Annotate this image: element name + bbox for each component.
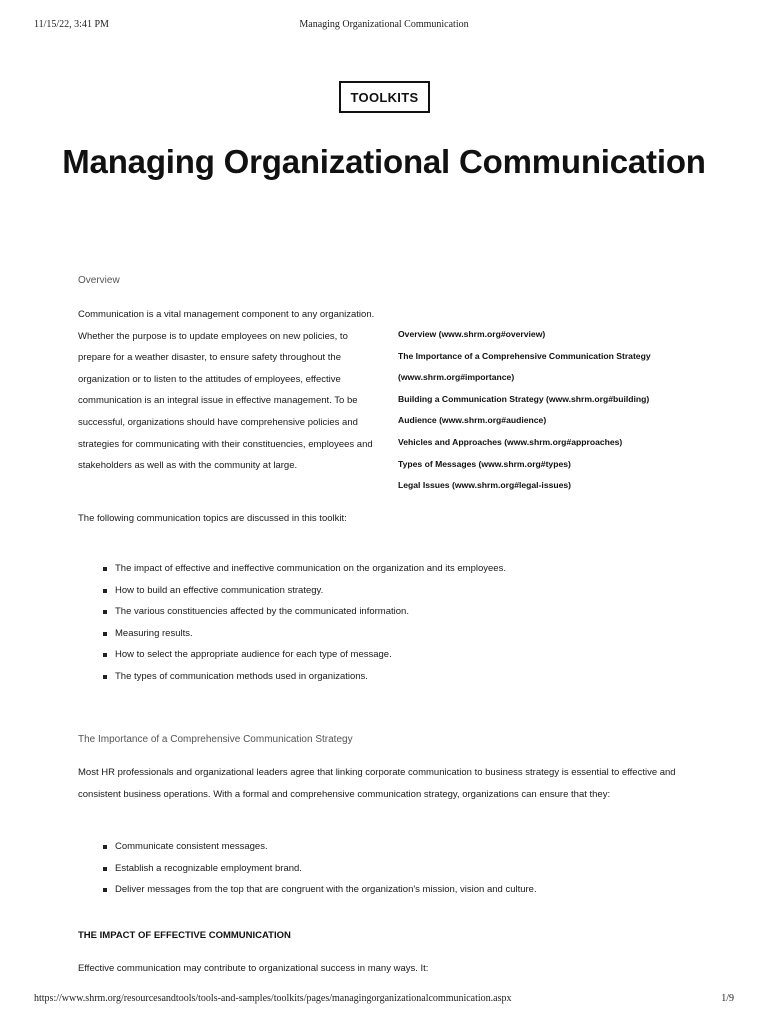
list-item-text: The various constituencies affected by the communicated information. <box>115 606 409 618</box>
toc-link-audience[interactable]: Audience (www.shrm.org#audience) <box>398 415 547 426</box>
list-item <box>78 644 698 666</box>
importance-paragraph: Most HR professionals and organizational leaders agree that linking corporate communication to business strategy is essential to effective and consistent business operations. With a formal and comprehensive communication strategy, organizations can ensure that they: <box>78 767 676 800</box>
print-footer-url: https://www.shrm.org/resourcesandtools/tools-and-samples/toolkits/pages/managingorganizationalcommunication.aspx <box>34 993 512 1004</box>
toolkits-badge[interactable]: TOOLKITS <box>339 81 430 113</box>
list-item <box>78 858 698 880</box>
list-item <box>78 836 698 858</box>
importance-list <box>78 836 698 901</box>
toc-link-importance-url[interactable]: (www.shrm.org#importance) <box>398 372 515 383</box>
bullet-icon <box>103 567 107 571</box>
bullet-icon <box>103 632 107 636</box>
overview-paragraph: Communication is a vital management component to any organization. Whether the purpose is to update employees on new policies, to prepare for a weather disaster, to ensure safety throughout the organization or to listen to the attitudes of employees, effective communication is an integral issue in effective management. To be successful, organizations should have comprehensive policies and strategies for communicating with their constituencies, employees and stakeholders as well as with the community at large. <box>78 309 375 472</box>
toc-link-overview[interactable]: Overview (www.shrm.org#overview) <box>398 329 546 339</box>
impact-heading: THE IMPACT OF EFFECTIVE COMMUNICATION <box>78 930 291 941</box>
list-item-text: The impact of effective and ineffective communication on the organization and its employees. <box>115 563 506 574</box>
list-item <box>78 558 698 580</box>
list-item-text: The types of communication methods used in organizations. <box>115 670 368 682</box>
bullet-icon <box>103 888 107 892</box>
toc-link-types[interactable]: Types of Messages (www.shrm.org#types) <box>398 458 571 469</box>
list-item-text: Establish a recognizable employment brand. <box>115 862 302 874</box>
list-item <box>78 666 698 688</box>
list-item-text: Deliver messages from the top that are congruent with the organization's mission, vision and culture. <box>115 884 537 896</box>
table-of-contents <box>398 324 698 497</box>
list-item <box>78 601 698 623</box>
toc-link-building[interactable]: Building a Communication Strategy (www.shrm.org#building) <box>398 393 650 404</box>
bullet-icon <box>103 653 107 657</box>
toc-link-importance[interactable]: The Importance of a Comprehensive Communication Strategy <box>398 350 651 361</box>
topics-list <box>78 558 698 688</box>
bullet-icon <box>103 867 107 871</box>
list-item <box>78 623 698 645</box>
list-item-text: Communicate consistent messages. <box>115 841 268 852</box>
bullet-icon <box>103 675 107 679</box>
list-item-text: How to select the appropriate audience for each type of message. <box>115 649 392 661</box>
print-header-title: Managing Organizational Communication <box>299 19 469 30</box>
toc-link-approaches[interactable]: Vehicles and Approaches (www.shrm.org#approaches) <box>398 436 623 447</box>
bullet-icon <box>103 589 107 593</box>
impact-paragraph: Effective communication may contribute to organizational success in many ways. It: <box>78 963 429 974</box>
bullet-icon <box>103 610 107 614</box>
list-item-text: Measuring results. <box>115 627 193 639</box>
topics-intro-paragraph: The following communication topics are discussed in this toolkit: <box>78 513 347 524</box>
print-header-datetime: 11/15/22, 3:41 PM <box>34 19 109 30</box>
print-footer-page-number: 1/9 <box>721 993 734 1004</box>
importance-section-label: The Importance of a Comprehensive Communication Strategy <box>78 734 353 745</box>
list-item <box>78 879 698 901</box>
list-item-text: How to build an effective communication strategy. <box>115 584 324 596</box>
toc-link-legal-issues[interactable]: Legal Issues (www.shrm.org#legal-issues) <box>398 480 572 491</box>
list-item <box>78 580 698 602</box>
page-title: Managing Organizational Communication <box>62 143 706 180</box>
overview-section-label: Overview <box>78 275 120 286</box>
bullet-icon <box>103 845 107 849</box>
